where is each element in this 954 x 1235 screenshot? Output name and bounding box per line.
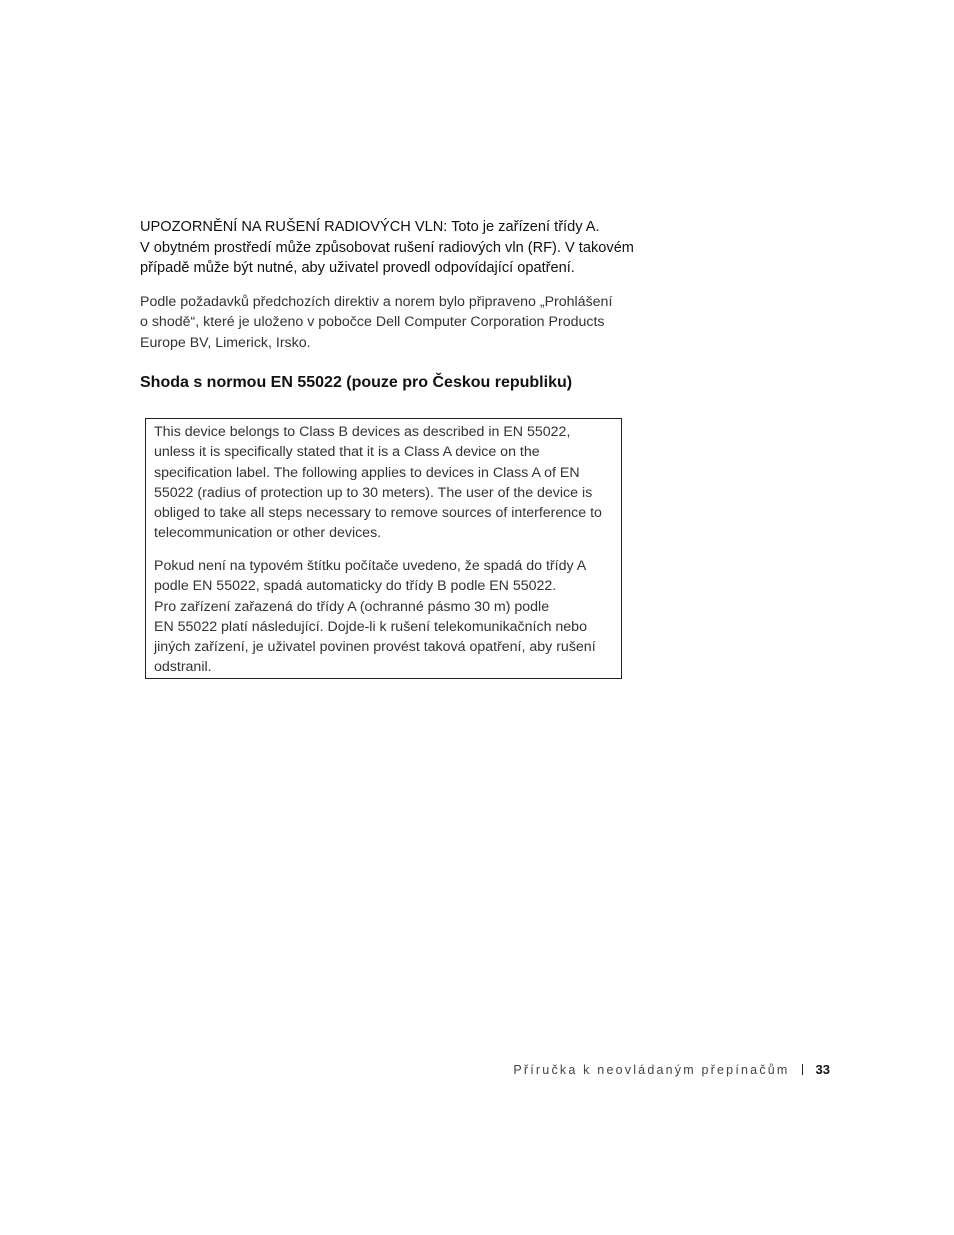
czech-statement	[154, 556, 596, 678]
footer-title: Příručka k neovládaným přepínačům	[513, 1062, 790, 1077]
declaration-line: Europe BV, Limerick, Irsko.	[140, 334, 311, 351]
notice-line: případě může být nutné, aby uživatel provedl odpovídající opatření.	[140, 260, 575, 276]
declaration-paragraph	[140, 292, 640, 353]
footer-separator	[802, 1064, 803, 1075]
page-footer	[513, 1062, 830, 1077]
english-statement	[154, 422, 602, 544]
en55022-statement-box	[145, 418, 622, 679]
notice-line: V obytném prostředí může způsobovat rušení radiových vln (RF). V takovém	[140, 239, 634, 256]
notice-line: UPOZORNĚNÍ NA RUŠENÍ RADIOVÝCH VLN: Toto je zařízení třídy A.	[140, 219, 600, 235]
english-line: This device belongs to Class B devices as described in EN 55022,	[154, 424, 571, 440]
czech-line: Pokud není na typovém štítku počítače uvedeno, že spadá do třídy A	[154, 558, 587, 574]
section-heading: Shoda s normou EN 55022 (pouze pro Českou republiku)	[140, 374, 573, 391]
page-number: 33	[815, 1062, 830, 1077]
czech-line: Pro zařízení zařazená do třídy A (ochranné pásmo 30 m) podle	[154, 598, 550, 615]
declaration-line: Podle požadavků předchozích direktiv a norem bylo připraveno „Prohlášení	[140, 294, 613, 310]
english-line: unless it is specifically stated that it is a Class A device on the	[154, 444, 540, 461]
czech-line: EN 55022 platí následující. Dojde-li k rušení telekomunikačních nebo	[154, 618, 587, 635]
english-line: 55022 (radius of protection up to 30 meters). The user of the device is	[154, 484, 593, 501]
czech-line: podle EN 55022, spadá automaticky do třídy B podle EN 55022.	[154, 578, 557, 595]
english-line: obliged to take all steps necessary to remove sources of interference to	[154, 505, 602, 522]
english-line: telecommunication or other devices.	[154, 525, 382, 542]
czech-line: jiných zařízení, je uživatel povinen provést taková opatření, aby rušení	[154, 639, 596, 656]
czech-line: odstranil.	[154, 659, 212, 676]
rf-interference-notice	[140, 217, 640, 279]
english-line: specification label. The following applies to devices in Class A of EN	[154, 464, 580, 481]
declaration-line: o shodě“, které je uloženo v pobočce Dell Computer Corporation Products	[140, 314, 605, 331]
